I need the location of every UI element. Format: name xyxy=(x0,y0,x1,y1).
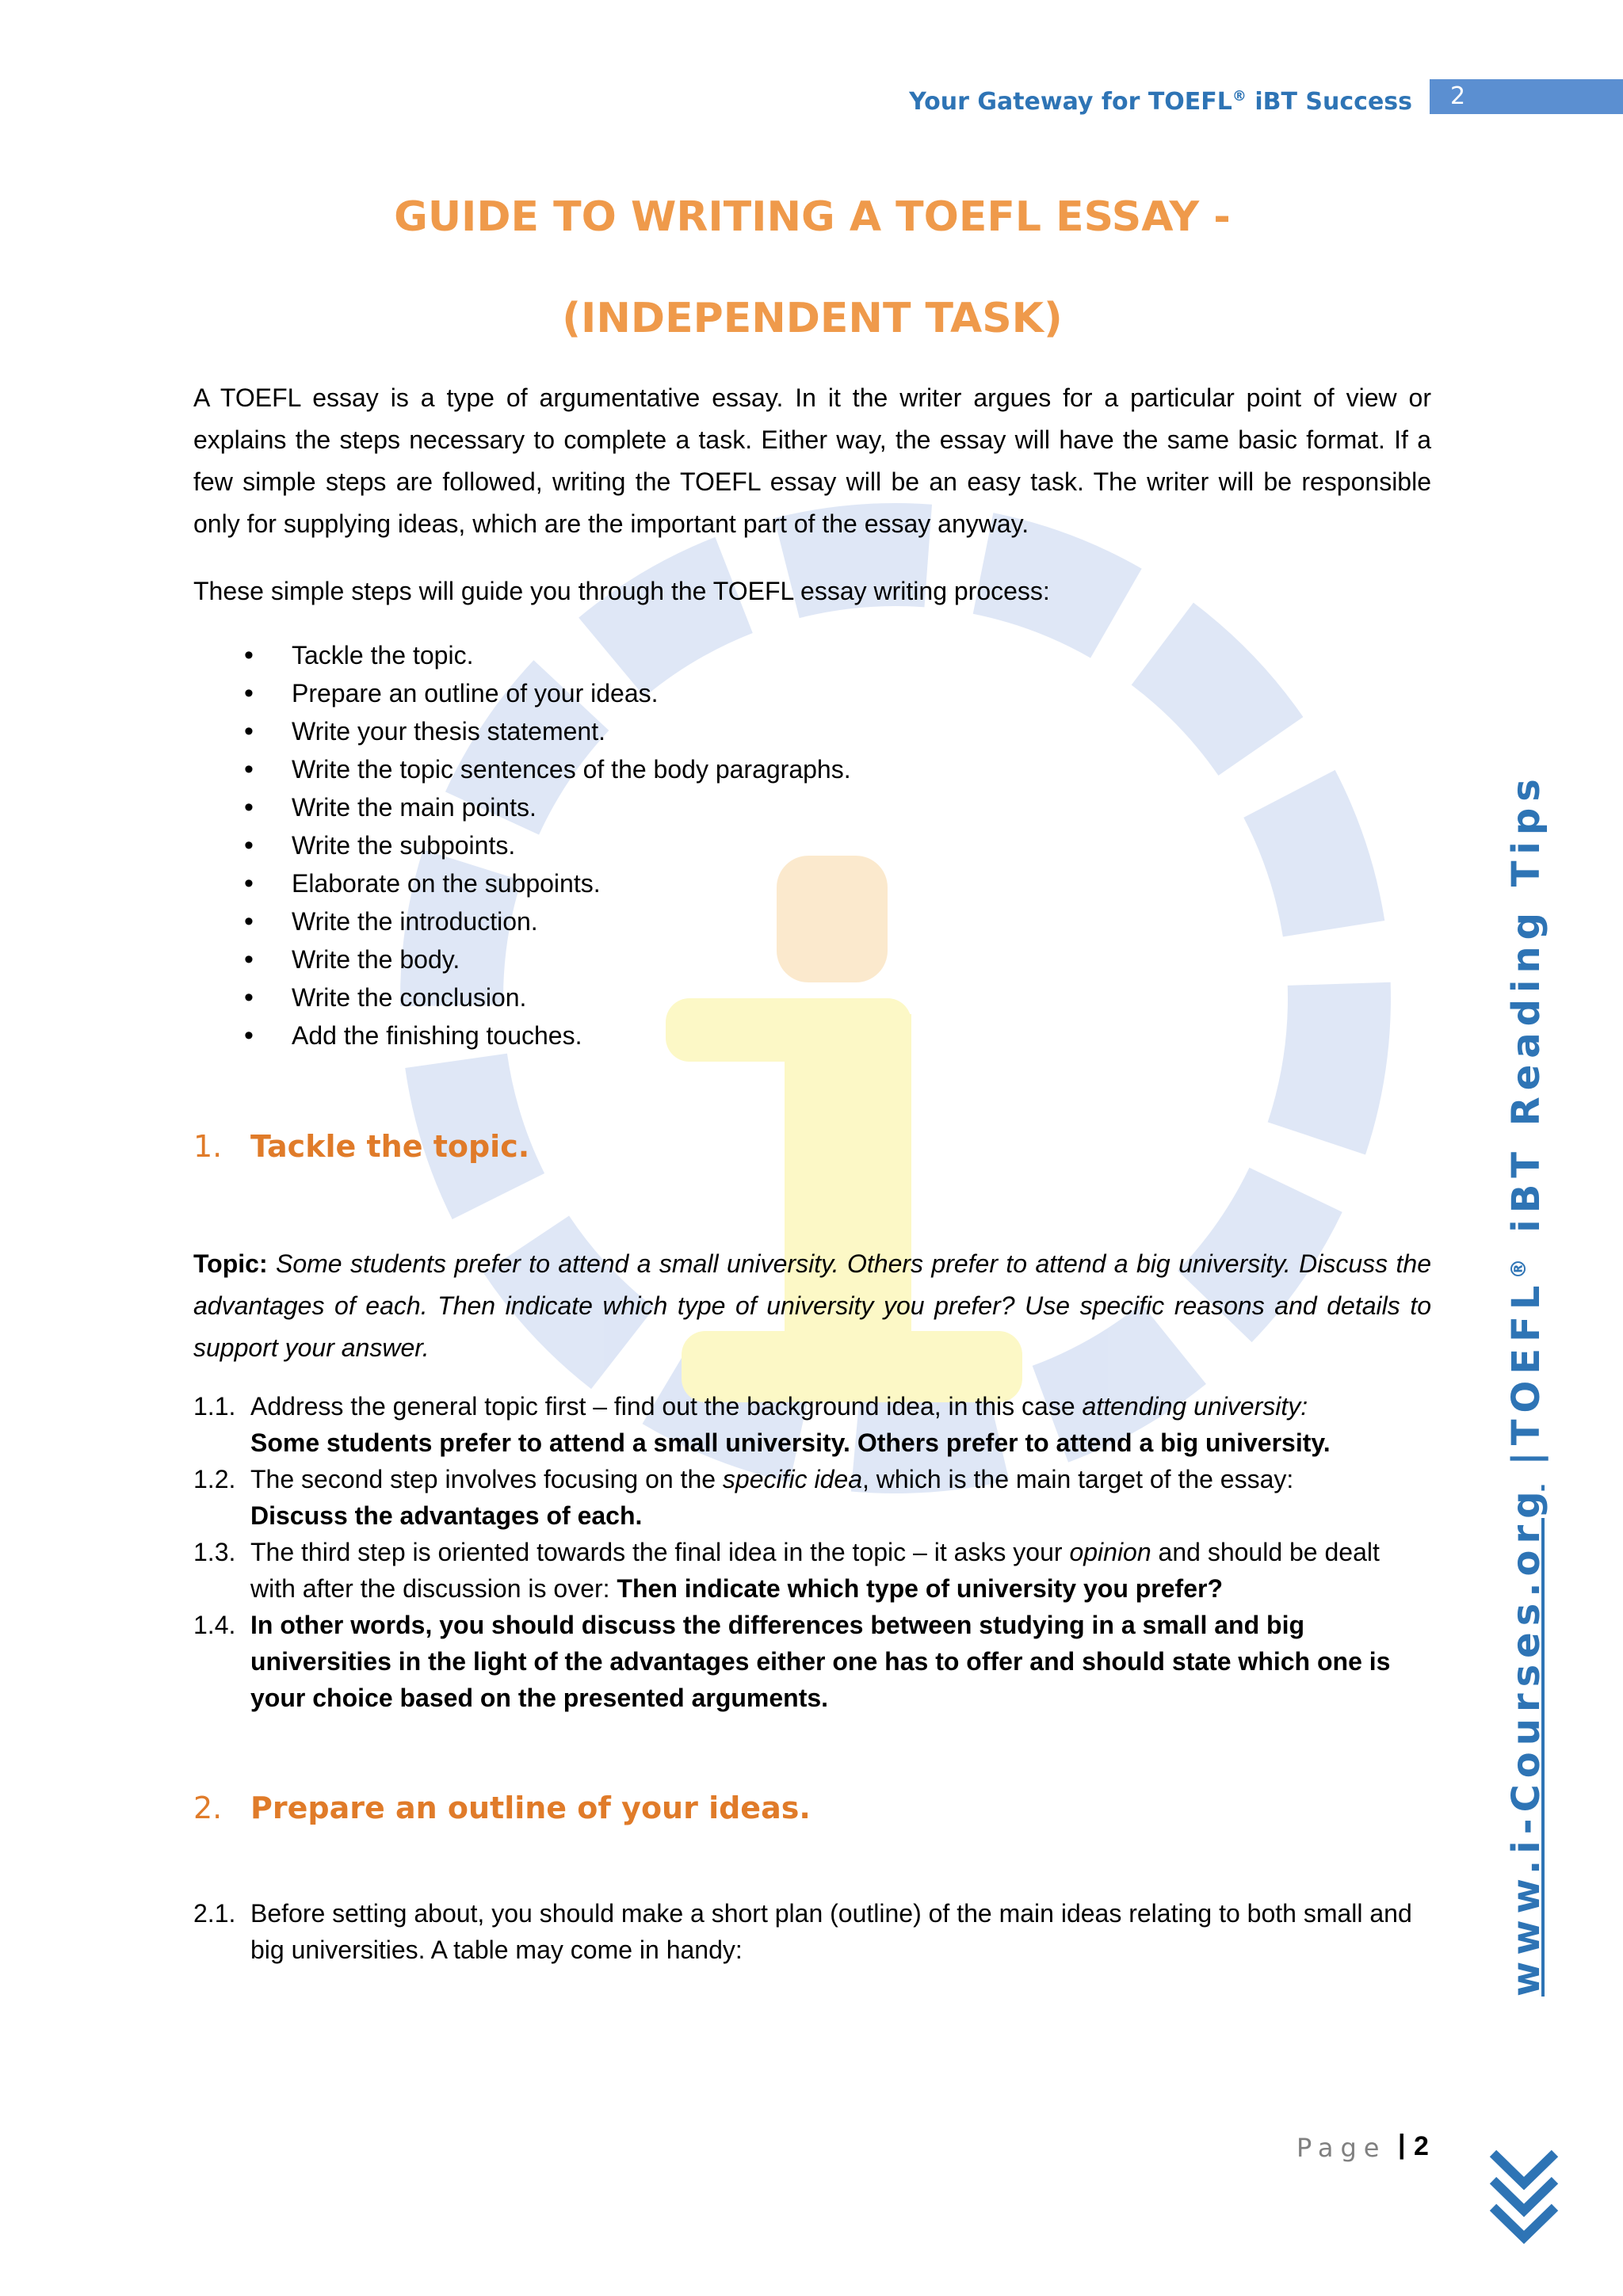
page-title-line1: GUIDE TO WRITING A TOEFL ESSAY - xyxy=(394,193,1231,241)
list-item: • Tackle the topic. xyxy=(193,636,1431,674)
item-bold: Then indicate which type of university you prefer? xyxy=(617,1574,1223,1603)
section-1-title: Tackle the topic. xyxy=(250,1129,530,1164)
intro-paragraph: A TOEFL essay is a type of argumentative essay. In it the writer argues for a particular point of view or explains the steps necessary to complete a task. Either way, the essay will have the same basic format. If a few simple steps are followed, writing the TOEFL essay will be an easy task. The writer will be responsible only for supplying ideas, which are the important part of the essay anyway. xyxy=(193,383,1431,538)
side-brand-pre: TOEFL xyxy=(1504,1279,1549,1446)
side-reg-mark: ® xyxy=(1507,1252,1531,1280)
side-vertical-text xyxy=(1504,772,1549,1997)
item-text: The third step is oriented towards the final idea in the topic – it asks your xyxy=(250,1538,1070,1566)
list-item: • Write the main points. xyxy=(193,788,1431,826)
list-item: • Write the body. xyxy=(193,940,1431,978)
list-item xyxy=(193,1461,1431,1534)
topic-label: Topic: xyxy=(193,1249,268,1278)
steps-intro: These simple steps will guide you through the TOEFL essay writing process: xyxy=(193,577,1050,605)
section-2-title: Prepare an outline of your ideas. xyxy=(250,1791,811,1825)
list-item: • Write your thesis statement. xyxy=(193,712,1431,750)
list-item: • Write the introduction. xyxy=(193,902,1431,940)
section-1-list xyxy=(193,1388,1431,1716)
item-emphasis: specific idea xyxy=(722,1465,863,1493)
header-tagline xyxy=(909,81,1412,118)
list-item: • Add the finishing touches. xyxy=(193,1016,1431,1055)
topic-text: Some students prefer to attend a small university. Others prefer to attend a big university. Discuss the advantages of each. Then indicate which type of university you prefer? Use specific reasons and details to support your answer. xyxy=(193,1249,1432,1362)
list-item xyxy=(193,1607,1431,1716)
footer-page-number: 2 xyxy=(1414,2131,1429,2161)
item-number: 1.2. xyxy=(193,1465,236,1493)
side-sep: | xyxy=(1504,1445,1549,1486)
section-2-heading xyxy=(193,1786,1431,1830)
list-item: • Elaborate on the subpoints. xyxy=(193,864,1431,902)
side-brand-post: iBT Reading Tips xyxy=(1504,772,1549,1253)
chevrons-down-icon xyxy=(1488,2147,1560,2250)
item-bold: Some students prefer to attend a small university. Others prefer to attend a big university. xyxy=(250,1428,1331,1457)
list-item xyxy=(193,1388,1431,1461)
footer-separator: | xyxy=(1398,2130,1406,2160)
item-number: 2.1. xyxy=(193,1899,236,1928)
steps-list xyxy=(193,636,1431,1055)
item-bold: In other words, you should discuss the differences between studying in a small and big universities in the light of the advantages either one has to offer and should state which one is your choice based on the presented arguments. xyxy=(250,1611,1391,1712)
item-text: Before setting about, you should make a short plan (outline) of the main ideas relating to both small and big universities. A table may come in handy: xyxy=(250,1899,1412,1964)
list-item: • Prepare an outline of your ideas. xyxy=(193,674,1431,712)
item-emphasis: opinion xyxy=(1069,1538,1151,1566)
section-1-number: 1. xyxy=(193,1129,223,1164)
header-tagline-pre: Your Gateway for TOEFL xyxy=(909,88,1232,116)
item-emphasis: attending university: xyxy=(1082,1392,1308,1421)
footer-page-label: Page xyxy=(1296,2133,1387,2163)
section-2-list xyxy=(193,1895,1431,1968)
item-number: 1.1. xyxy=(193,1392,236,1421)
side-url[interactable]: www.i-Courses.org xyxy=(1504,1485,1549,1997)
item-text: The second step involves focusing on the xyxy=(250,1465,723,1493)
list-item: • Write the subpoints. xyxy=(193,826,1431,864)
list-item: • Write the conclusion. xyxy=(193,978,1431,1016)
item-text-mid: , which is the main target of the essay: xyxy=(862,1465,1294,1493)
item-text-mid: and should be dealt with after the discussion is over: xyxy=(250,1538,1380,1603)
page-title-line2: (INDEPENDENT TASK) xyxy=(562,295,1063,342)
header-page-box: 2 xyxy=(1430,79,1623,114)
header-tagline-post: iBT Success xyxy=(1246,88,1412,116)
section-2-number: 2. xyxy=(193,1791,223,1825)
document-body xyxy=(193,166,1431,1968)
item-number: 1.4. xyxy=(193,1611,236,1639)
item-bold: Discuss the advantages of each. xyxy=(250,1501,643,1530)
list-item xyxy=(193,1895,1431,1968)
topic-paragraph xyxy=(193,1243,1431,1369)
item-text: Address the general topic first – find out the background idea, in this case xyxy=(250,1392,1083,1421)
header-reg-mark: ® xyxy=(1232,88,1247,105)
list-item: • Write the topic sentences of the body paragraphs. xyxy=(193,750,1431,788)
section-1-heading xyxy=(193,1124,1431,1169)
item-number: 1.3. xyxy=(193,1538,236,1566)
list-item xyxy=(193,1534,1431,1607)
